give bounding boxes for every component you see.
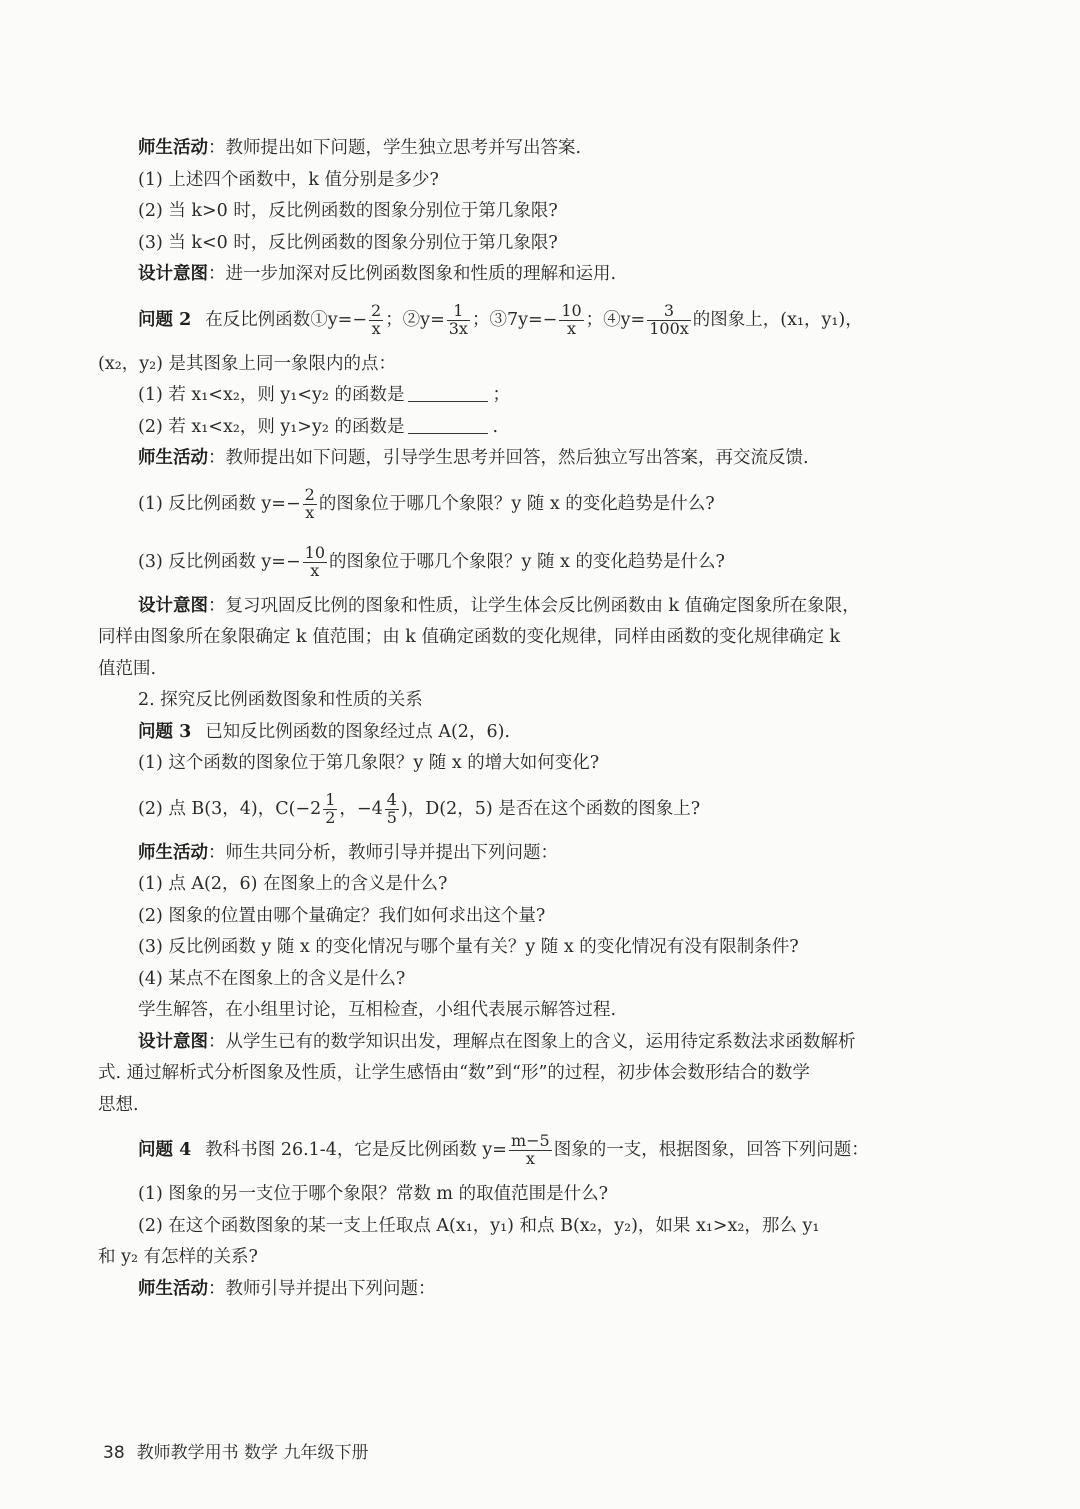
design-intent-line: 同样由图象所在象限确定 k 值范围；由 k 值确定函数的变化规律，同样由函数的变化规律确定 k — [98, 627, 841, 647]
problem-4-question-2: (2) 在这个函数图象的某一支上任取点 A(x₁，y₁) 和点 B(x₂，y₂)，如果 x₁>x₂，那么 y₁ — [138, 1215, 820, 1236]
question-text: )，D(2，5) 是否在这个函数的图象上? — [400, 798, 701, 819]
problem-2-text: 的图象上，(x₁，y₁)， — [692, 309, 863, 330]
fraction-numerator: 1 — [325, 789, 336, 809]
fraction-numerator: 4 — [386, 789, 397, 809]
question-text: ，−4 — [339, 798, 383, 819]
fraction — [303, 484, 317, 522]
activity-line — [98, 133, 998, 165]
activity-line — [98, 443, 998, 475]
activity-text: ：教师引导并提出下列问题： — [208, 1278, 436, 1299]
fraction-denominator: x — [371, 318, 381, 338]
problem-2-label: 问题 2 — [138, 309, 192, 330]
problem-3-question-1: (1) 这个函数的图象位于第几象限？y 随 x 的增大如何变化? — [138, 753, 600, 773]
question-text: 的图象位于哪几个象限？y 随 x 的变化趋势是什么? — [329, 551, 725, 572]
activity-item: (4) 某点不在图象上的含义是什么? — [138, 968, 406, 989]
problem-2-continuation: (x₂，y₂) 是其图象上同一象限内的点： — [98, 353, 397, 374]
problem-2-question-2 — [98, 412, 998, 444]
problem-4-question-2-cont: 和 y₂ 有怎样的关系? — [98, 1247, 258, 1267]
question-text: (3) 反比例函数 y=− — [138, 551, 301, 572]
problem-2-question-1 — [98, 380, 998, 412]
design-intent-text: ：复习巩固反比例的图象和性质，让学生体会反比例函数由 k 值确定图象所在象限， — [208, 595, 860, 616]
question-text: (1) 若 x₁<x₂，则 y₁<y₂ 的函数是 — [138, 385, 405, 405]
question-text: (2) 点 B(3，4)，C(−2 — [138, 798, 322, 819]
problem-3-line — [98, 717, 998, 749]
fraction — [323, 789, 337, 827]
design-intent-line: 式. 通过解析式分析图象及性质，让学生感悟由“数”到“形”的过程，初步体会数形结合的数学 — [98, 1063, 810, 1083]
activity-text: ：教师提出如下问题，学生独立思考并写出答案. — [208, 138, 582, 158]
fraction-numerator: 2 — [371, 300, 382, 320]
page-content — [98, 133, 998, 1305]
activity-line — [98, 1274, 998, 1306]
fraction-denominator: x — [310, 560, 320, 580]
problem-3-text: 已知反比例函数的图象经过点 A(2，6). — [205, 721, 510, 742]
problem-4-text: 教科书图 26.1-4，它是反比例函数 y= — [205, 1140, 507, 1160]
fraction — [509, 1133, 552, 1168]
design-intent-line: 思想. — [98, 1094, 139, 1115]
activity-summary: 学生解答，在小组里讨论，互相检查，小组代表展示解答过程. — [138, 1000, 617, 1020]
problem-4-label: 问题 4 — [138, 1140, 192, 1160]
activity-item: (2) 图象的位置由哪个量确定？我们如何求出这个量? — [138, 905, 546, 926]
fraction — [447, 300, 470, 338]
fraction-numerator: 3 — [647, 303, 691, 321]
question-line: (2) 当 k>0 时，反比例函数的图象分别位于第几象限? — [138, 201, 558, 221]
activity-item: (1) 点 A(2，6) 在图象上的含义是什么? — [138, 874, 448, 894]
design-intent-line — [98, 591, 998, 623]
activity-text: ：教师提出如下问题，引导学生思考并回答，然后独立写出答案，再交流反馈. — [208, 448, 809, 468]
problem-2-line — [98, 291, 998, 349]
fraction-numerator: 10 — [304, 542, 325, 562]
design-intent-label: 设计意图 — [138, 1031, 208, 1052]
fraction — [303, 542, 327, 580]
fraction-denominator: x — [305, 502, 315, 522]
question-text: ； — [492, 385, 510, 405]
activity-label: 师生活动 — [138, 448, 208, 468]
question-text: 的图象位于哪几个象限？y 随 x 的变化趋势是什么? — [318, 493, 715, 514]
problem-2-text: ；②y= — [385, 309, 445, 330]
problem-4-text: 图象的一支，根据图象，回答下列问题： — [553, 1140, 869, 1160]
fraction-numerator: 10 — [561, 300, 582, 320]
problem-4-line — [98, 1121, 998, 1179]
problem-2-text: 在反比例函数①y=− — [205, 309, 367, 330]
fraction-denominator: 3x — [448, 318, 468, 338]
activity-label: 师生活动 — [138, 138, 208, 158]
design-intent-text: ：从学生已有的数学知识出发，理解点在图象上的含义，运用待定系数法求函数解析 — [208, 1031, 856, 1052]
fraction-denominator: x — [525, 1149, 535, 1168]
activity-question-1 — [98, 475, 998, 533]
book-title: 教师教学用书 数学 九年级下册 — [136, 1443, 369, 1463]
page-footer — [103, 1438, 368, 1463]
problem-4-question-1: (1) 图象的另一支位于哪个象限？常数 m 的取值范围是什么? — [138, 1184, 608, 1204]
fraction — [647, 300, 691, 338]
activity-line — [98, 838, 998, 870]
problem-2-text: ；③7y=− — [471, 309, 558, 330]
fraction-numerator: 2 — [304, 484, 315, 504]
design-intent-text: ：进一步加深对反比例函数图象和性质的理解和运用. — [208, 264, 617, 284]
answer-blank — [408, 383, 488, 402]
fraction — [559, 300, 583, 338]
fraction-numerator: 1 — [447, 303, 470, 321]
question-text: (2) 若 x₁<x₂，则 y₁>y₂ 的函数是 — [138, 416, 405, 437]
problem-3-question-2 — [98, 780, 998, 838]
activity-text: ：师生共同分析，教师引导并提出下列问题： — [208, 842, 558, 863]
fraction — [369, 300, 383, 338]
section-heading: 2. 探究反比例函数图象和性质的关系 — [138, 690, 423, 710]
activity-question-3 — [98, 533, 998, 591]
fraction-numerator: m−5 — [510, 1131, 550, 1151]
design-intent-label: 设计意图 — [138, 595, 208, 616]
design-intent-line — [98, 259, 998, 291]
answer-blank — [408, 415, 488, 434]
question-line: (3) 当 k<0 时，反比例函数的图象分别位于第几象限? — [138, 232, 558, 253]
fraction-denominator: 100x — [649, 318, 689, 338]
activity-item: (3) 反比例函数 y 随 x 的变化情况与哪个量有关？y 随 x 的变化情况有没有限制条件? — [138, 937, 799, 957]
question-text: (1) 反比例函数 y=− — [138, 493, 301, 514]
fraction-denominator: 2 — [325, 807, 336, 827]
problem-2-text: ；④y= — [585, 309, 646, 330]
fraction-denominator: 5 — [386, 807, 397, 827]
activity-label: 师生活动 — [138, 842, 208, 863]
fraction-denominator: x — [566, 318, 576, 338]
fraction — [385, 789, 399, 827]
question-text: . — [492, 416, 499, 437]
design-intent-label: 设计意图 — [138, 264, 208, 284]
activity-label: 师生活动 — [138, 1278, 208, 1299]
design-intent-line: 值范围. — [98, 658, 157, 679]
page-number: 38 — [103, 1443, 125, 1463]
question-line: (1) 上述四个函数中，k 值分别是多少? — [138, 169, 439, 190]
problem-3-label: 问题 3 — [138, 721, 192, 742]
design-intent-line — [98, 1027, 998, 1059]
